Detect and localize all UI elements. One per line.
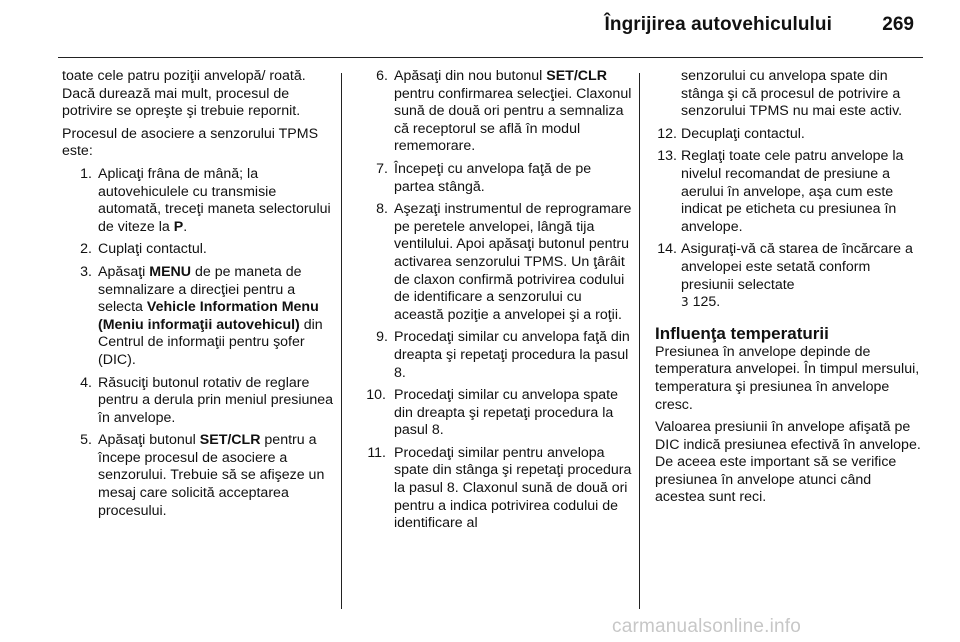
step-text: Aplicaţi frâna de mână; la autovehiculele cu transmisie automată, treceţi maneta selectorului de viteze la bbox=[98, 165, 331, 235]
list-item bbox=[358, 445, 634, 533]
list-item bbox=[655, 148, 923, 236]
list-item bbox=[368, 329, 634, 382]
step-text: Procedaţi similar pentru anvelopa spate din stânga şi repetaţi procedura la pasul 8. Claxonul sună de două ori pentru a indica potrivirea codului de identificare al bbox=[394, 444, 632, 532]
column-1 bbox=[62, 68, 334, 525]
step-number: 10. bbox=[366, 387, 386, 404]
page-reference-link[interactable]: 125. bbox=[688, 294, 721, 311]
page-reference-arrow-icon: 3 bbox=[681, 295, 689, 310]
watermark: carmanualsonline.info bbox=[612, 616, 802, 637]
header-divider bbox=[58, 57, 923, 58]
list-item bbox=[72, 241, 334, 259]
step-number: 3. bbox=[80, 263, 92, 280]
steps-list-3 bbox=[655, 126, 923, 312]
step-number: 6. bbox=[376, 68, 388, 84]
step-number: 5. bbox=[80, 432, 92, 449]
lead-paragraph: Procesul de asociere a senzorului TPMS este: bbox=[62, 125, 319, 160]
step-text: Aşezaţi instrumentul de reprogramare pe peretele anvelopei, lângă tija ventilului. Apoi apăsaţi butonul pentru activarea senzorului TPMS. Un ţârâit de claxon confirmă potrivirea codului de identificare a senzorului cu această poziţie a anvelopei şi a roţii. bbox=[394, 201, 632, 323]
step-text: Răsuciţi butonul rotativ de reglare pentru a derula prin meniul presiunea în anvelope. bbox=[98, 374, 334, 426]
body-paragraph: Presiunea în anvelope depinde de temperatura anvelopei. În timpul mersului, temperatura şi presiunea în anvelope cresc. bbox=[655, 343, 920, 413]
continued-step-text: senzorului cu anvelopa spate din stânga şi că procesul de potrivire a senzorului TPMS nu mai este activ. bbox=[681, 68, 903, 120]
column-2 bbox=[358, 68, 634, 538]
step-text: Asiguraţi-vă că starea de încărcare a anvelopei este setată conform presiunii selectate bbox=[681, 241, 913, 293]
list-item bbox=[655, 126, 923, 144]
list-item bbox=[72, 375, 334, 428]
intro-paragraph: toate cele patru poziţii anvelopă/ roată. Dacă durează mai mult, procesul de potrivire se opreşte şi trebuie repornit. bbox=[62, 68, 306, 120]
step-number: 8. bbox=[376, 201, 388, 218]
section-heading: Influenţa temperaturii bbox=[655, 323, 829, 343]
body-paragraph: Valoarea presiunii în anvelope afişată pe DIC indică presiunea efectivă în anvelope. De aceea este important să se verifice presiunea în anvelope atunci când acestea sunt reci. bbox=[655, 419, 921, 506]
step-text: pentru a începe procesul de asociere a senzorului. Trebuie să se afişeze un mesaj care solicită acceptarea procesului. bbox=[98, 432, 325, 519]
list-item bbox=[72, 264, 334, 370]
step-number: 2. bbox=[80, 241, 92, 258]
step-number: 4. bbox=[80, 374, 92, 391]
gear-position: P bbox=[173, 218, 184, 235]
step-text: Decuplaţi contactul. bbox=[681, 125, 805, 142]
column-divider-2 bbox=[639, 73, 640, 609]
step-text-tail: . bbox=[183, 218, 188, 235]
steps-list-1 bbox=[62, 166, 334, 520]
list-item bbox=[358, 387, 634, 440]
step-text: Cuplaţi contactul. bbox=[98, 241, 207, 258]
set-clr-button-label: SET/CLR bbox=[546, 68, 607, 84]
step-number: 12. bbox=[657, 125, 677, 142]
step-number: 9. bbox=[376, 329, 388, 346]
menu-button-label: MENU bbox=[149, 263, 192, 280]
step-number: 11. bbox=[367, 444, 386, 461]
step-text: Reglaţi toate cele patru anvelope la nivelul recomandat de presiune a aerului în anvelope, aşa cum este indicat pe eticheta cu presiunea în anvelope. bbox=[681, 148, 904, 235]
menu-name: Vehicle Information Menu (Meniu informaţii autovehicul) bbox=[98, 299, 319, 333]
list-item bbox=[368, 68, 634, 156]
step-text: Apăsaţi butonul bbox=[98, 432, 200, 449]
step-text: Apăsaţi din nou butonul bbox=[394, 68, 547, 84]
step-number: 1. bbox=[80, 165, 92, 182]
step-text: pentru confirmarea selecţiei. Claxonul sună de două ori pentru a semnaliza că receptorul se află în modul rememorare. bbox=[394, 85, 632, 155]
step-text: Începeţi cu anvelopa faţă de pe partea stângă. bbox=[394, 160, 592, 195]
step-number: 14. bbox=[657, 241, 677, 258]
list-item bbox=[368, 161, 634, 196]
set-clr-button-label: SET/CLR bbox=[199, 432, 261, 449]
page-number: 269 bbox=[882, 14, 914, 35]
step-number: 7. bbox=[376, 160, 388, 177]
step-text: de pe maneta de semnalizare a direcţiei pentru a selecta bbox=[98, 263, 302, 316]
list-item bbox=[655, 241, 923, 311]
list-item bbox=[368, 201, 634, 324]
list-item bbox=[72, 166, 334, 236]
step-number: 13. bbox=[657, 148, 677, 165]
step-text: Procedaţi similar cu anvelopa spate din dreapta şi repetaţi procedura la pasul 8. bbox=[394, 387, 618, 439]
step-text: Procedaţi similar cu anvelopa faţă din dreapta şi repetaţi procedura la pasul 8. bbox=[394, 329, 630, 381]
step-text: din Centrul de informaţii pentru şofer (DIC). bbox=[98, 316, 323, 368]
steps-list-2 bbox=[358, 68, 634, 533]
column-divider-1 bbox=[341, 73, 342, 609]
step-text: Apăsaţi bbox=[98, 263, 150, 280]
column-3 bbox=[655, 68, 923, 512]
section-title: Îngrijirea autovehiculului bbox=[604, 14, 832, 35]
list-item bbox=[72, 432, 334, 520]
